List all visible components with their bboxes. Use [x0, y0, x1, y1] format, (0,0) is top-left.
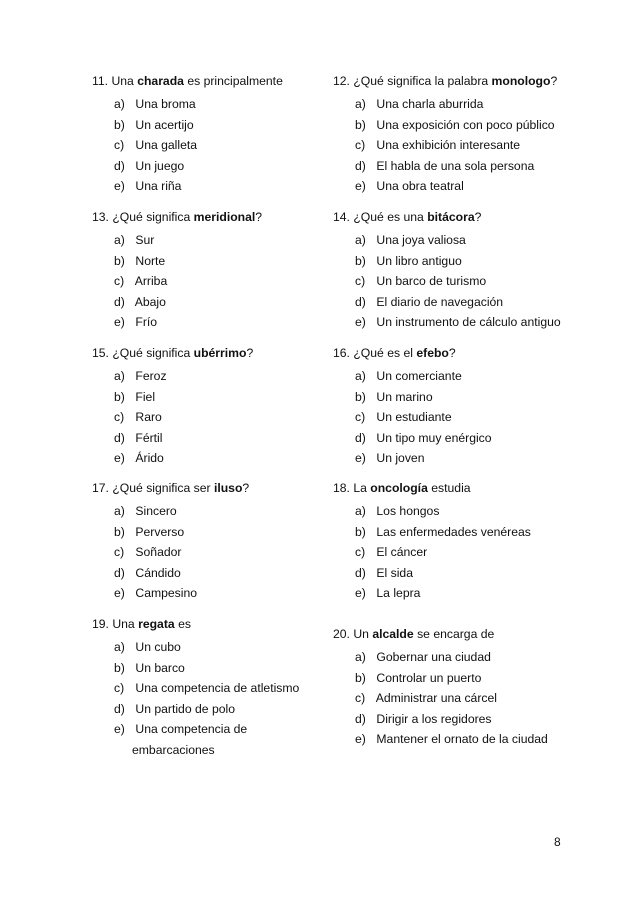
option-text: Abajo: [132, 294, 166, 309]
question-keyword: ubérrimo: [193, 346, 247, 360]
option-text: Frío: [132, 315, 158, 329]
question-title: [333, 210, 481, 224]
option-letter: b): [114, 117, 125, 132]
option-text: Árido: [132, 451, 164, 465]
option-text: El cáncer: [373, 545, 428, 559]
answer-option: [355, 691, 497, 705]
answer-option: [355, 118, 555, 132]
question-title: [333, 627, 494, 641]
option-text: Una galleta: [132, 138, 198, 152]
option-letter: a): [114, 640, 125, 654]
question-text-after: estudia: [431, 481, 471, 495]
option-text: Un instrumento de cálculo antiguo: [373, 315, 561, 329]
answer-option: [114, 118, 194, 132]
option-letter: e): [114, 451, 125, 465]
question-keyword: monologo: [491, 74, 551, 88]
option-letter: b): [355, 389, 366, 404]
question-text: ¿Qué significa ser: [112, 481, 211, 495]
answer-option: [355, 712, 492, 726]
question-title: [92, 210, 262, 224]
option-letter: a): [355, 650, 366, 664]
question-number: 20.: [333, 627, 354, 641]
option-text: Raro: [132, 410, 162, 424]
option-letter: e): [355, 179, 366, 193]
question-text: Una: [111, 74, 134, 88]
option-letter: d): [355, 565, 366, 580]
question-title: [333, 346, 456, 360]
option-text: Una broma: [132, 97, 196, 111]
option-letter: d): [355, 711, 366, 726]
option-text: El habla de una sola persona: [373, 158, 535, 173]
option-letter: d): [355, 294, 366, 309]
answer-option: [355, 504, 439, 518]
question-number: 16.: [333, 346, 354, 360]
option-text: Gobernar una ciudad: [373, 650, 491, 664]
option-letter: e): [114, 586, 125, 600]
answer-option: [114, 702, 235, 716]
option-text: Dirigir a los regidores: [373, 711, 492, 726]
option-letter: e): [355, 451, 366, 465]
answer-option: [114, 390, 155, 404]
answer-option: [114, 545, 181, 559]
answer-option: [114, 97, 196, 111]
option-letter: e): [355, 315, 366, 329]
question-keyword: efebo: [416, 346, 449, 360]
question-number: 18.: [333, 481, 354, 495]
question-keyword: alcalde: [372, 627, 414, 641]
question-title: [92, 481, 249, 495]
answer-option: [355, 732, 548, 746]
option-letter: d): [114, 294, 125, 309]
answer-option: [114, 504, 177, 518]
answer-option: [114, 525, 184, 539]
option-text: Una riña: [132, 179, 182, 193]
question-text-after: ?: [474, 210, 482, 224]
question-text: ¿Qué significa: [112, 346, 191, 360]
option-text: Un tipo muy enérgico: [373, 430, 492, 445]
question-title: [333, 74, 557, 88]
question-text: Un: [353, 627, 369, 641]
option-text: Campesino: [132, 586, 198, 600]
question-title: [92, 346, 253, 360]
option-letter: b): [114, 253, 125, 268]
option-letter: d): [355, 430, 366, 445]
option-text: Las enfermedades venéreas: [373, 524, 531, 539]
option-text: Mantener el ornato de la ciudad: [373, 732, 548, 746]
option-text: Una competencia de atletismo: [132, 681, 300, 695]
answer-option: [114, 586, 197, 600]
option-letter: b): [114, 524, 125, 539]
option-text: Los hongos: [373, 504, 440, 518]
answer-option: [114, 722, 247, 736]
option-letter: c): [114, 681, 125, 695]
option-letter: a): [114, 504, 125, 518]
option-letter: d): [114, 565, 125, 580]
option-letter: c): [355, 545, 366, 559]
option-letter: c): [355, 274, 366, 288]
answer-option: [114, 431, 162, 445]
question-number: 13.: [92, 210, 113, 224]
option-text: Perverso: [132, 524, 185, 539]
option-letter: b): [114, 389, 125, 404]
question-text-after: es principalmente: [187, 74, 283, 88]
answer-option: [114, 159, 184, 173]
option-letter: e): [114, 722, 125, 736]
option-text: Un joven: [373, 451, 425, 465]
question-title: [333, 481, 471, 495]
option-letter: a): [114, 369, 125, 383]
question-text: Una: [112, 617, 135, 631]
question-number: 11.: [92, 74, 112, 88]
option-text: Una joya valiosa: [373, 233, 466, 247]
answer-option: [355, 315, 561, 329]
option-letter: a): [355, 504, 366, 518]
option-text: Un cubo: [132, 640, 181, 654]
answer-option: [114, 254, 165, 268]
option-text: Fiel: [132, 389, 156, 404]
option-letter: d): [114, 701, 125, 716]
option-text: Un libro antiguo: [373, 253, 462, 268]
question-keyword: regata: [138, 617, 175, 631]
option-text: Un comerciante: [373, 369, 462, 383]
question-number: 17.: [92, 481, 113, 495]
answer-option: [114, 451, 164, 465]
option-text: Una competencia de: [132, 722, 248, 736]
question-keyword: bitácora: [427, 210, 475, 224]
answer-option: [355, 431, 492, 445]
option-letter: a): [114, 233, 125, 247]
option-letter: a): [355, 369, 366, 383]
answer-option: [355, 525, 531, 539]
option-letter: a): [355, 233, 366, 247]
option-letter: b): [355, 117, 366, 132]
option-letter: b): [114, 660, 125, 675]
answer-option: [355, 254, 462, 268]
option-text: Un juego: [132, 158, 185, 173]
option-text: Controlar un puerto: [373, 670, 482, 685]
option-text: Sur: [132, 233, 155, 247]
option-text: El sida: [373, 565, 413, 580]
answer-option: [355, 451, 425, 465]
answer-option: [114, 661, 185, 675]
question-text-after: ?: [246, 346, 254, 360]
option-text: Una charla aburrida: [373, 97, 484, 111]
option-text: Sincero: [132, 504, 177, 518]
option-continuation: embarcaciones: [132, 742, 215, 757]
option-letter: a): [114, 97, 125, 111]
question-text-after: ?: [242, 481, 250, 495]
option-text: Arriba: [132, 274, 168, 288]
option-letter: d): [355, 158, 366, 173]
option-letter: e): [355, 586, 366, 600]
answer-option: [114, 410, 162, 424]
answer-option: [355, 369, 462, 383]
question-text-after: ?: [448, 346, 456, 360]
answer-option: [355, 233, 466, 247]
answer-option: [355, 586, 420, 600]
answer-option: [114, 566, 181, 580]
question-text-after: ?: [550, 74, 558, 88]
answer-option: [355, 545, 427, 559]
question-number: 12.: [333, 74, 354, 88]
option-text: Un partido de polo: [132, 701, 235, 716]
answer-option: [355, 390, 433, 404]
question-text: ¿Qué significa la palabra: [353, 74, 489, 88]
answer-option: [355, 179, 464, 193]
option-letter: c): [355, 691, 366, 705]
question-keyword: iluso: [213, 481, 243, 495]
option-letter: c): [114, 410, 125, 424]
question-keyword: charada: [137, 74, 184, 88]
option-letter: d): [114, 158, 125, 173]
answer-option: [114, 369, 167, 383]
answer-option: [114, 179, 181, 193]
option-text: Una obra teatral: [373, 179, 464, 193]
option-letter: c): [114, 274, 125, 288]
question-keyword: meridional: [193, 210, 256, 224]
question-title: [92, 74, 283, 88]
option-text: La lepra: [373, 586, 421, 600]
option-text: Feroz: [132, 369, 167, 383]
option-text: Soñador: [132, 545, 182, 559]
answer-option: [114, 274, 167, 288]
option-text: Fértil: [132, 430, 163, 445]
option-letter: e): [355, 732, 366, 746]
option-text: Una exposición con poco público: [373, 117, 555, 132]
option-text: Un acertijo: [132, 117, 194, 132]
option-text: El diario de navegación: [373, 294, 504, 309]
answer-option: [114, 681, 299, 695]
answer-option: [355, 97, 483, 111]
question-number: 15.: [92, 346, 113, 360]
option-text: Cándido: [132, 565, 181, 580]
question-text: ¿Qué es una: [353, 210, 424, 224]
answer-option: [114, 640, 181, 654]
answer-option: [355, 159, 534, 173]
answer-option: [355, 274, 486, 288]
option-letter: d): [114, 430, 125, 445]
option-letter: b): [355, 670, 366, 685]
option-text: Un barco: [132, 660, 185, 675]
option-text: Un estudiante: [373, 410, 452, 424]
question-text-after: ?: [255, 210, 263, 224]
answer-option: [355, 138, 520, 152]
option-text: Administrar una cárcel: [373, 691, 497, 705]
answer-option: [114, 138, 197, 152]
option-letter: b): [355, 253, 366, 268]
answer-option: [355, 671, 481, 685]
answer-option: [355, 650, 491, 664]
question-text: ¿Qué es el: [353, 346, 413, 360]
option-letter: e): [114, 315, 125, 329]
option-letter: c): [355, 410, 366, 424]
question-text-after: se encarga de: [417, 627, 495, 641]
option-text: Un barco de turismo: [373, 274, 487, 288]
option-text: Un marino: [373, 389, 433, 404]
option-letter: e): [114, 179, 125, 193]
option-letter: c): [114, 138, 125, 152]
question-text: ¿Qué significa: [112, 210, 191, 224]
answer-option: [355, 295, 503, 309]
option-letter: c): [114, 545, 125, 559]
page-number: 8: [554, 835, 561, 849]
option-text: Una exhibición interesante: [373, 138, 521, 152]
option-letter: c): [355, 138, 366, 152]
answer-option: [114, 295, 166, 309]
option-letter: a): [355, 97, 366, 111]
question-number: 19.: [92, 617, 113, 631]
question-number: 14.: [333, 210, 354, 224]
option-text: Norte: [132, 253, 166, 268]
answer-option: [355, 566, 413, 580]
answer-option: [114, 233, 154, 247]
question-text-after: es: [178, 617, 191, 631]
question-keyword: oncología: [370, 481, 428, 495]
answer-option: [114, 315, 157, 329]
question-title: [92, 617, 191, 631]
answer-option: [355, 410, 452, 424]
question-text: La: [353, 481, 367, 495]
option-letter: b): [355, 524, 366, 539]
